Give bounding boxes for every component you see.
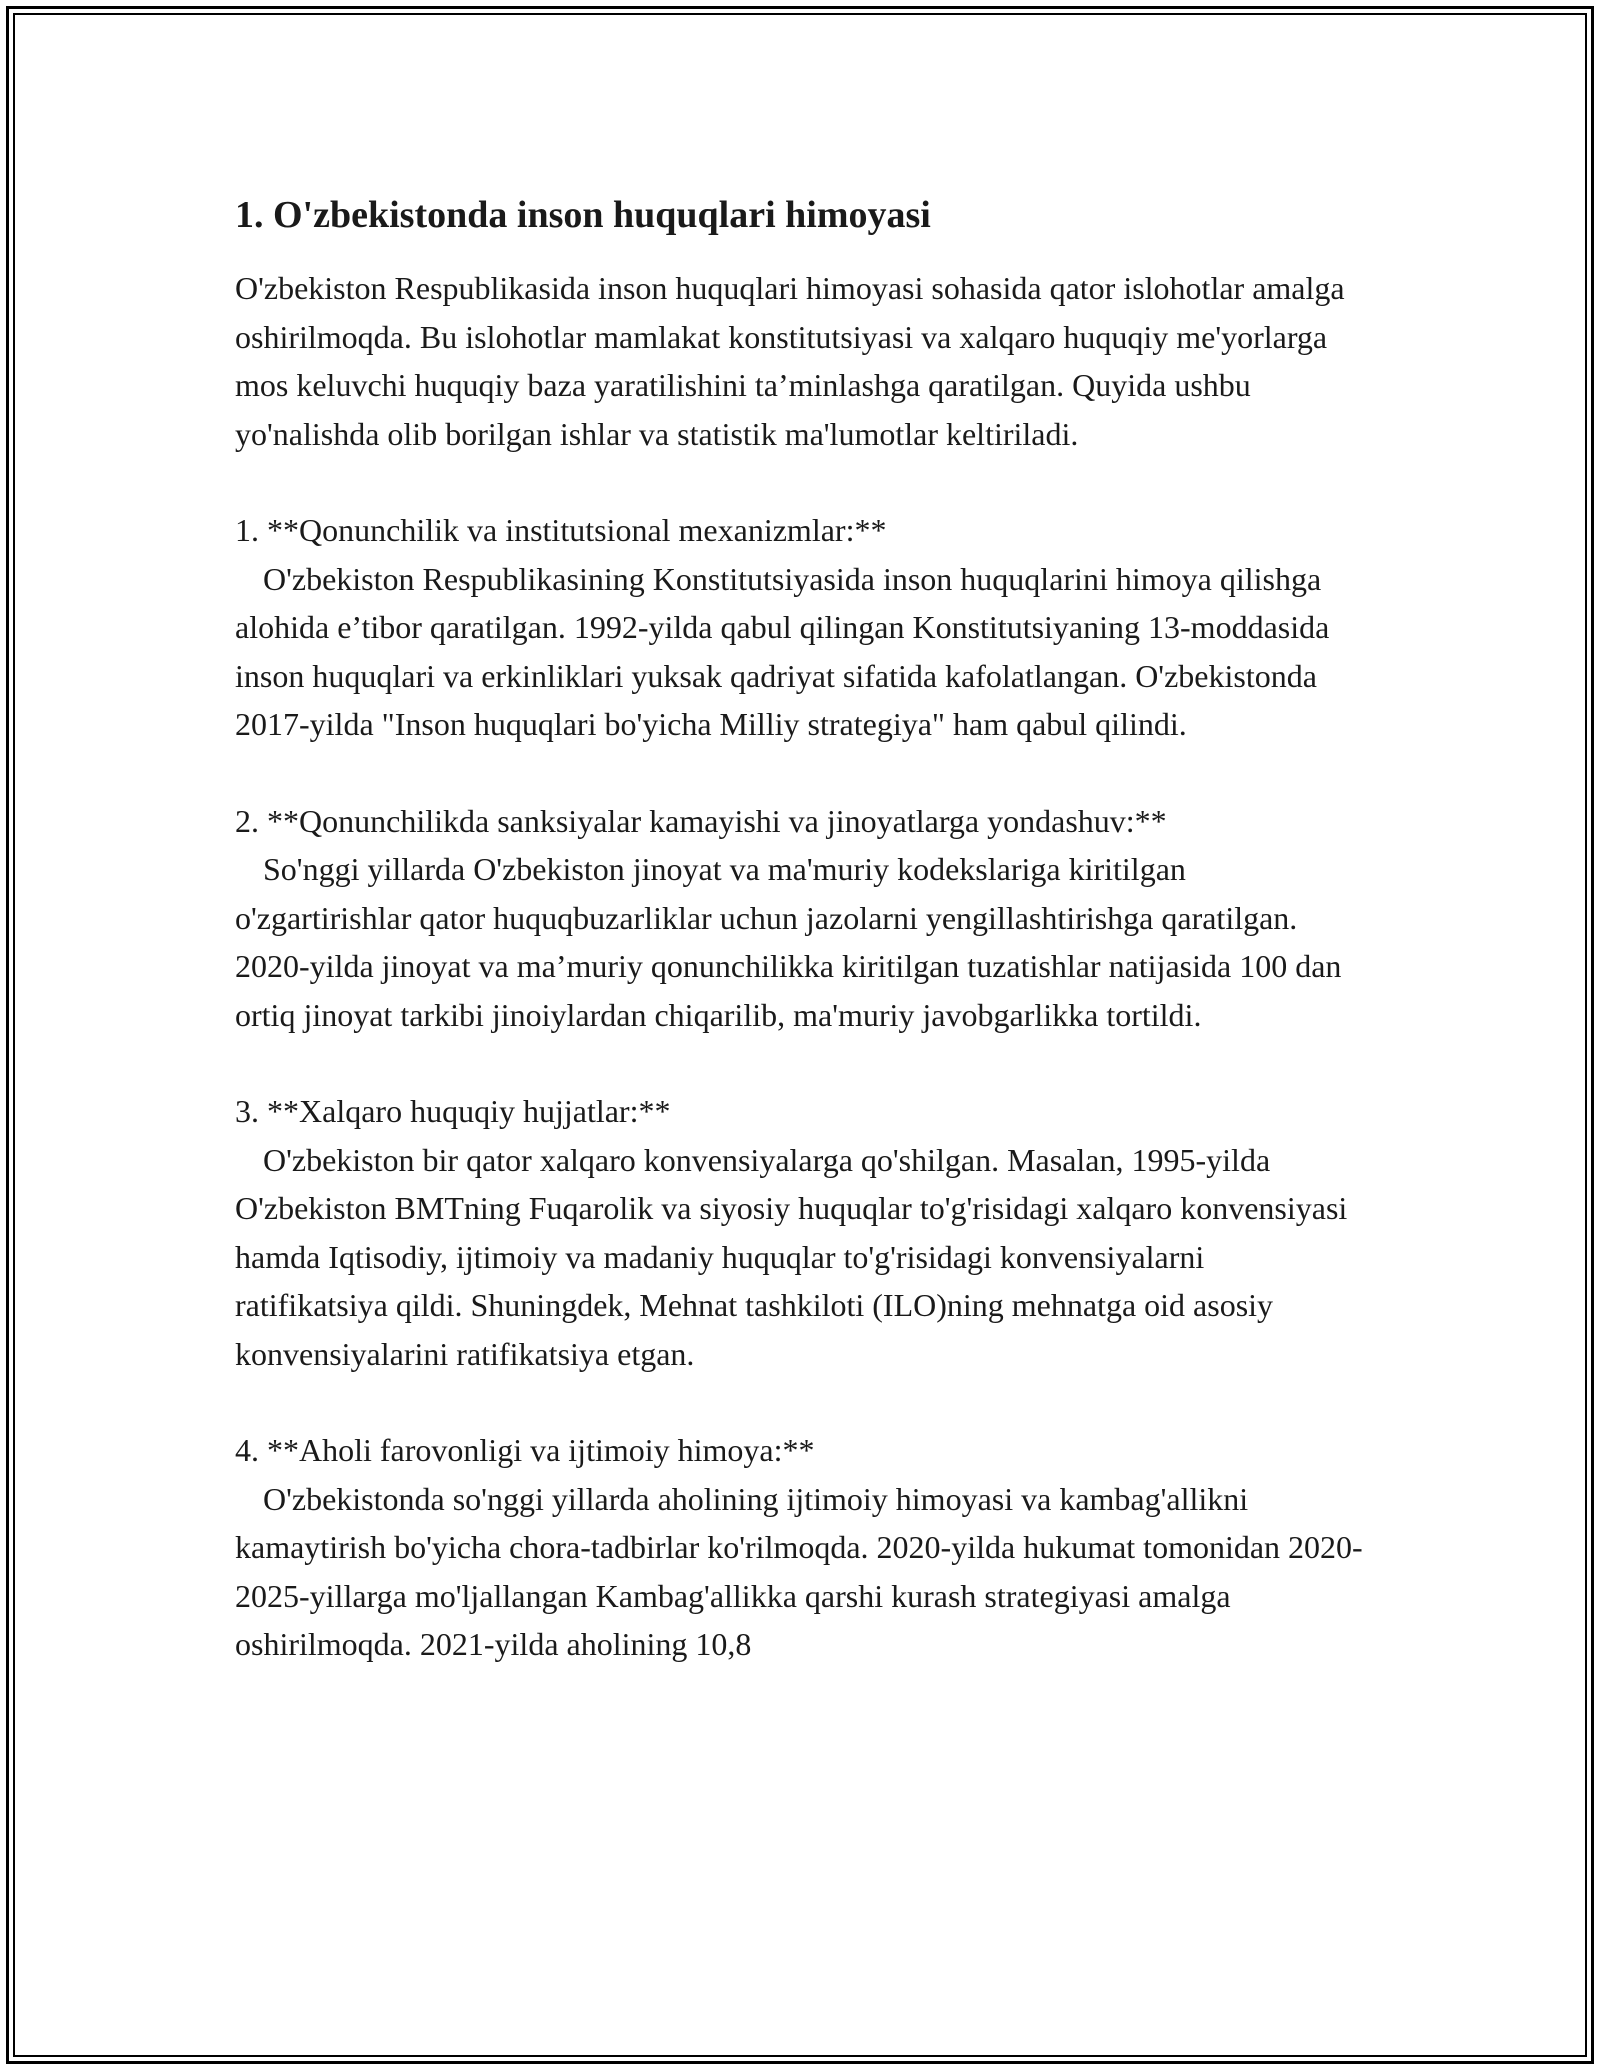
section-2 <box>235 797 1365 1040</box>
document-body <box>235 186 1365 1669</box>
section-heading: 4. **Aholi farovonligi va ijtimoiy himoya:** <box>235 1432 815 1468</box>
section-3 <box>235 1087 1365 1378</box>
section-body: O'zbekiston Respublikasining Konstitutsiyasida inson huquqlarini himoya qilishga alohida e’tibor qaratilgan. 1992-yilda qabul qilingan Konstitutsiyaning 13-moddasida inson huquqlari va erkinliklari yuksak qadriyat sifatida kafolatlangan. O'zbekistonda 2017-yilda "Inson huquqlari bo'yicha Milliy strategiya" ham qabul qilindi. <box>235 560 1330 742</box>
section-body: O'zbekiston bir qator xalqaro konvensiyalarga qo'shilgan. Masalan, 1995-yilda O'zbekiston BMTning Fuqarolik va siyosiy huquqlar to'g'risidagi xalqaro konvensiyasi hamda Iqtisodiy, ijtimoiy va madaniy huquqlar to'g'risidagi konvensiyalarni ratifikatsiya qildi. Shuningdek, Mehnat tashkiloti (ILO)ning mehnatga oid asosiy konvensiyalarini ratifikatsiya etgan. <box>235 1141 1348 1372</box>
section-body: So'nggi yillarda O'zbekiston jinoyat va ma'muriy kodekslariga kiritilgan o'zgartirishlar qator huquqbuzarliklar uchun jazolarni yengillashtirishga qaratilgan. 2020-yilda jinoyat va ma’muriy qonunchilikka kiritilgan tuzatishlar natijasida 100 dan ortiq jinoyat tarkibi jinoiylardan chiqarilib, ma'muriy javobgarlikka tortildi. <box>235 851 1342 1033</box>
section-body: O'zbekistonda so'nggi yillarda aholining ijtimoiy himoyasi va kambag'allikni kamaytirish bo'yicha chora-tadbirlar ko'rilmoqda. 2020-yilda hukumat tomonidan 2020-2025-yillarga mo'ljallangan Kambag'allikka qarshi kurash strategiyasi amalga oshirilmoqda. 2021-yilda aholining 10,8 <box>235 1480 1363 1662</box>
document-title: 1. O'zbekistonda inson huquqlari himoyasi <box>235 194 931 236</box>
section-heading: 1. **Qonunchilik va institutsional mexanizmlar:** <box>235 512 887 548</box>
section-heading: 3. **Xalqaro huquqiy hujjatlar:** <box>235 1093 671 1129</box>
section-4 <box>235 1426 1365 1669</box>
section-heading: 2. **Qonunchilikda sanksiyalar kamayishi va jinoyatlarga yondashuv:** <box>235 802 1167 839</box>
section-1 <box>235 506 1365 749</box>
intro-paragraph: O'zbekiston Respublikasida inson huquqlari himoyasi sohasida qator islohotlar amalga oshirilmoqda. Bu islohotlar mamlakat konstitutsiyasi va xalqaro huquqiy me'yorlarga mos keluvchi huquqiy baza yaratilishini ta’minlashga qaratilgan. Quyida ushbu yo'nalishda olib borilgan ishlar va statistik ma'lumotlar keltiriladi. <box>235 270 1345 452</box>
